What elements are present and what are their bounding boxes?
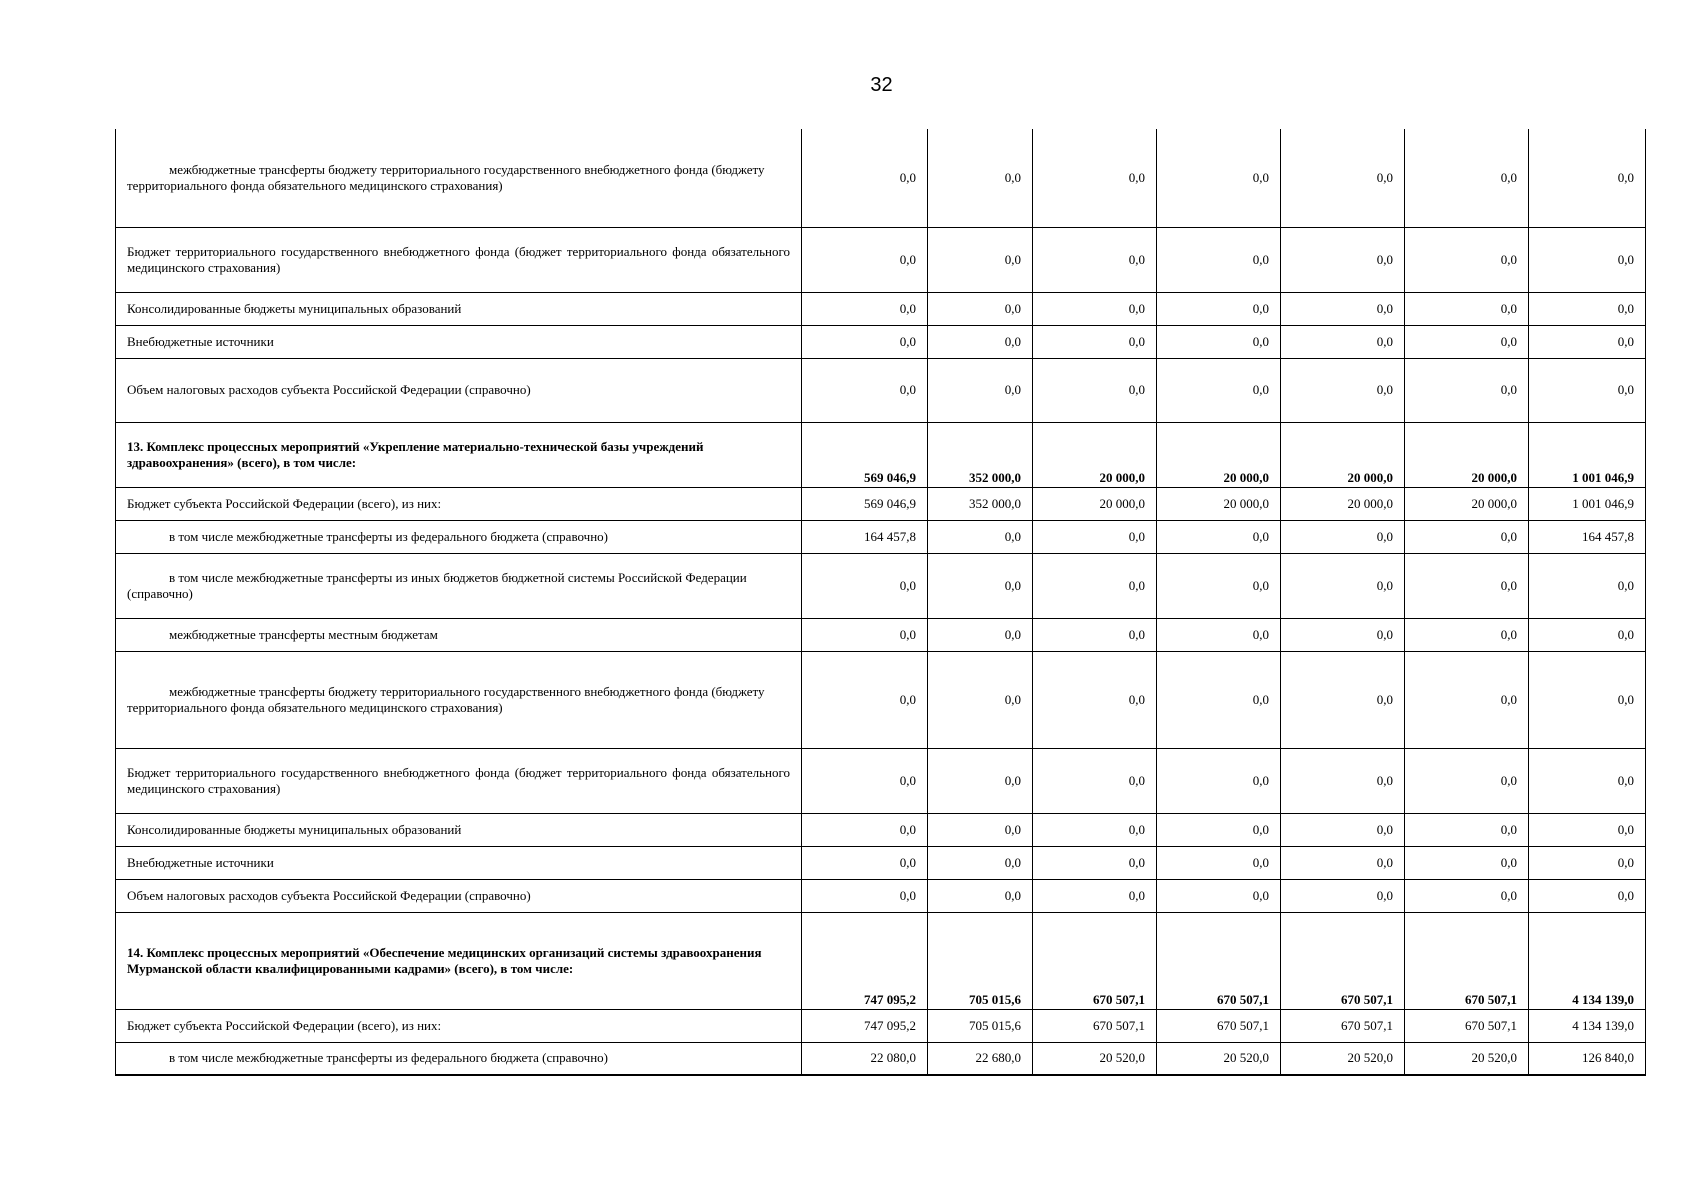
- value-cell: 0,0: [1033, 651, 1157, 748]
- value-cell: 0,0: [1405, 358, 1529, 422]
- value-cell: 1 001 046,9: [1529, 487, 1646, 520]
- row-label: Объем налоговых расходов субъекта Российской Федерации (справочно): [116, 879, 802, 912]
- value-cell: 20 000,0: [1157, 422, 1281, 487]
- value-cell: 0,0: [1157, 651, 1281, 748]
- value-cell: 0,0: [802, 227, 928, 292]
- value-cell: 20 000,0: [1033, 487, 1157, 520]
- value-cell: 0,0: [1281, 879, 1405, 912]
- value-cell: 0,0: [1529, 227, 1646, 292]
- value-cell: 0,0: [1157, 879, 1281, 912]
- value-cell: 0,0: [1281, 292, 1405, 325]
- table-row: [116, 325, 1646, 358]
- value-cell: 0,0: [1033, 553, 1157, 618]
- value-cell: 0,0: [1281, 553, 1405, 618]
- value-cell: 0,0: [928, 846, 1033, 879]
- value-cell: 0,0: [1529, 748, 1646, 813]
- value-cell: 0,0: [1405, 553, 1529, 618]
- value-cell: 0,0: [802, 292, 928, 325]
- table-row: [116, 813, 1646, 846]
- budget-table: [115, 129, 1646, 1076]
- value-cell: 20 520,0: [1405, 1042, 1529, 1075]
- value-cell: 0,0: [802, 748, 928, 813]
- value-cell: 0,0: [1157, 520, 1281, 553]
- value-cell: 164 457,8: [1529, 520, 1646, 553]
- row-label: в том числе межбюджетные трансферты из федерального бюджета (справочно): [116, 1042, 802, 1075]
- value-cell: 0,0: [928, 651, 1033, 748]
- value-cell: 670 507,1: [1405, 912, 1529, 1009]
- value-cell: 0,0: [1405, 651, 1529, 748]
- row-label: Бюджет территориального государственного внебюджетного фонда (бюджет территориального фонда обязательного медицинского страхования): [116, 227, 802, 292]
- value-cell: 0,0: [1033, 358, 1157, 422]
- value-cell: 0,0: [1033, 520, 1157, 553]
- value-cell: 0,0: [1529, 618, 1646, 651]
- value-cell: 705 015,6: [928, 912, 1033, 1009]
- row-label: Консолидированные бюджеты муниципальных образований: [116, 813, 802, 846]
- row-label: Объем налоговых расходов субъекта Российской Федерации (справочно): [116, 358, 802, 422]
- row-label: Бюджет территориального государственного внебюджетного фонда (бюджет территориального фонда обязательного медицинского страхования): [116, 748, 802, 813]
- section-title: 13. Комплекс процессных мероприятий «Укрепление материально-технической базы учреждений здравоохранения» (всего), в том числе:: [116, 422, 802, 487]
- value-cell: 0,0: [1529, 129, 1646, 227]
- table-row: [116, 358, 1646, 422]
- value-cell: 0,0: [1033, 618, 1157, 651]
- value-cell: 0,0: [802, 325, 928, 358]
- value-cell: 20 000,0: [1033, 422, 1157, 487]
- table-row: [116, 846, 1646, 879]
- value-cell: 0,0: [1529, 813, 1646, 846]
- row-label: Бюджет субъекта Российской Федерации (всего), из них:: [116, 1009, 802, 1042]
- value-cell: 0,0: [1157, 618, 1281, 651]
- value-cell: 20 520,0: [1157, 1042, 1281, 1075]
- row-label: межбюджетные трансферты бюджету территориального государственного внебюджетного фонда (бюджету территориального фонда обязательного медицинского страхования): [116, 129, 802, 227]
- value-cell: 0,0: [1405, 748, 1529, 813]
- table-row: [116, 1009, 1646, 1042]
- value-cell: 0,0: [928, 520, 1033, 553]
- table-row: [116, 487, 1646, 520]
- value-cell: 0,0: [1281, 358, 1405, 422]
- value-cell: 0,0: [1157, 325, 1281, 358]
- value-cell: 670 507,1: [1281, 912, 1405, 1009]
- value-cell: 0,0: [928, 325, 1033, 358]
- value-cell: 0,0: [1529, 651, 1646, 748]
- value-cell: 20 000,0: [1281, 487, 1405, 520]
- value-cell: 0,0: [1033, 129, 1157, 227]
- value-cell: 0,0: [1529, 846, 1646, 879]
- value-cell: 4 134 139,0: [1529, 912, 1646, 1009]
- value-cell: 0,0: [1033, 325, 1157, 358]
- value-cell: 0,0: [1033, 292, 1157, 325]
- value-cell: 670 507,1: [1405, 1009, 1529, 1042]
- value-cell: 0,0: [1281, 618, 1405, 651]
- row-label: Внебюджетные источники: [116, 846, 802, 879]
- value-cell: 0,0: [802, 879, 928, 912]
- value-cell: 0,0: [1405, 227, 1529, 292]
- value-cell: 569 046,9: [802, 422, 928, 487]
- value-cell: 670 507,1: [1157, 912, 1281, 1009]
- value-cell: 20 520,0: [1033, 1042, 1157, 1075]
- table-row: [116, 879, 1646, 912]
- value-cell: 352 000,0: [928, 422, 1033, 487]
- table-row: [116, 651, 1646, 748]
- row-label: межбюджетные трансферты бюджету территориального государственного внебюджетного фонда (бюджету территориального фонда обязательного медицинского страхования): [116, 651, 802, 748]
- value-cell: 20 000,0: [1405, 422, 1529, 487]
- value-cell: 0,0: [1529, 879, 1646, 912]
- value-cell: 0,0: [1157, 227, 1281, 292]
- value-cell: 0,0: [1281, 520, 1405, 553]
- value-cell: 20 000,0: [1405, 487, 1529, 520]
- value-cell: 0,0: [1405, 325, 1529, 358]
- value-cell: 0,0: [1157, 129, 1281, 227]
- value-cell: 0,0: [928, 227, 1033, 292]
- value-cell: 0,0: [1157, 358, 1281, 422]
- value-cell: 0,0: [802, 129, 928, 227]
- value-cell: 0,0: [1529, 325, 1646, 358]
- value-cell: 0,0: [1033, 846, 1157, 879]
- value-cell: 0,0: [1405, 879, 1529, 912]
- section-header-row: [116, 422, 1646, 487]
- value-cell: 0,0: [928, 813, 1033, 846]
- value-cell: 705 015,6: [928, 1009, 1033, 1042]
- value-cell: 0,0: [928, 129, 1033, 227]
- value-cell: 0,0: [1033, 879, 1157, 912]
- value-cell: 670 507,1: [1033, 912, 1157, 1009]
- value-cell: 0,0: [1281, 813, 1405, 846]
- value-cell: 670 507,1: [1157, 1009, 1281, 1042]
- value-cell: 0,0: [802, 358, 928, 422]
- value-cell: 0,0: [1281, 748, 1405, 813]
- value-cell: 0,0: [1405, 129, 1529, 227]
- table-row: [116, 520, 1646, 553]
- value-cell: 20 520,0: [1281, 1042, 1405, 1075]
- value-cell: 0,0: [1281, 651, 1405, 748]
- value-cell: 0,0: [928, 748, 1033, 813]
- value-cell: 0,0: [1405, 813, 1529, 846]
- value-cell: 0,0: [802, 651, 928, 748]
- table-row: [116, 618, 1646, 651]
- value-cell: 0,0: [1157, 748, 1281, 813]
- row-label: в том числе межбюджетные трансферты из федерального бюджета (справочно): [116, 520, 802, 553]
- value-cell: 1 001 046,9: [1529, 422, 1646, 487]
- value-cell: 126 840,0: [1529, 1042, 1646, 1075]
- value-cell: 22 080,0: [802, 1042, 928, 1075]
- value-cell: 0,0: [1281, 227, 1405, 292]
- value-cell: 0,0: [802, 618, 928, 651]
- value-cell: 0,0: [1405, 618, 1529, 651]
- value-cell: 0,0: [802, 846, 928, 879]
- value-cell: 569 046,9: [802, 487, 928, 520]
- value-cell: 747 095,2: [802, 1009, 928, 1042]
- value-cell: 0,0: [1281, 129, 1405, 227]
- value-cell: 0,0: [1157, 292, 1281, 325]
- value-cell: 22 680,0: [928, 1042, 1033, 1075]
- value-cell: 747 095,2: [802, 912, 928, 1009]
- value-cell: 0,0: [928, 358, 1033, 422]
- value-cell: 164 457,8: [802, 520, 928, 553]
- table-row: [116, 292, 1646, 325]
- value-cell: 0,0: [1529, 292, 1646, 325]
- value-cell: 0,0: [1281, 325, 1405, 358]
- value-cell: 0,0: [1033, 748, 1157, 813]
- value-cell: 0,0: [1281, 846, 1405, 879]
- row-label: Консолидированные бюджеты муниципальных образований: [116, 292, 802, 325]
- value-cell: 20 000,0: [1281, 422, 1405, 487]
- value-cell: 0,0: [928, 618, 1033, 651]
- page-number: 32: [870, 74, 893, 96]
- value-cell: 0,0: [1033, 813, 1157, 846]
- value-cell: 670 507,1: [1281, 1009, 1405, 1042]
- value-cell: 0,0: [1033, 227, 1157, 292]
- value-cell: 0,0: [928, 879, 1033, 912]
- row-label: межбюджетные трансферты местным бюджетам: [116, 618, 802, 651]
- value-cell: 0,0: [1405, 292, 1529, 325]
- table-row: [116, 553, 1646, 618]
- value-cell: 670 507,1: [1033, 1009, 1157, 1042]
- value-cell: 20 000,0: [1157, 487, 1281, 520]
- row-label: Внебюджетные источники: [116, 325, 802, 358]
- value-cell: 0,0: [1157, 813, 1281, 846]
- value-cell: 352 000,0: [928, 487, 1033, 520]
- value-cell: 0,0: [1529, 553, 1646, 618]
- value-cell: 0,0: [1157, 553, 1281, 618]
- table-row: [116, 1042, 1646, 1075]
- row-label: в том числе межбюджетные трансферты из иных бюджетов бюджетной системы Российской Федерации (справочно): [116, 553, 802, 618]
- value-cell: 0,0: [802, 813, 928, 846]
- table-row: [116, 748, 1646, 813]
- value-cell: 0,0: [928, 292, 1033, 325]
- table-row: [116, 129, 1646, 227]
- value-cell: 0,0: [1405, 520, 1529, 553]
- table-row: [116, 227, 1646, 292]
- value-cell: 0,0: [802, 553, 928, 618]
- section-header-row: [116, 912, 1646, 1009]
- row-label: Бюджет субъекта Российской Федерации (всего), из них:: [116, 487, 802, 520]
- value-cell: 0,0: [1157, 846, 1281, 879]
- value-cell: 0,0: [928, 553, 1033, 618]
- value-cell: 0,0: [1529, 358, 1646, 422]
- section-title: 14. Комплекс процессных мероприятий «Обеспечение медицинских организаций системы здравоохранения Мурманской области квалифицированными кадрами» (всего), в том числе:: [116, 912, 802, 1009]
- value-cell: 0,0: [1405, 846, 1529, 879]
- value-cell: 4 134 139,0: [1529, 1009, 1646, 1042]
